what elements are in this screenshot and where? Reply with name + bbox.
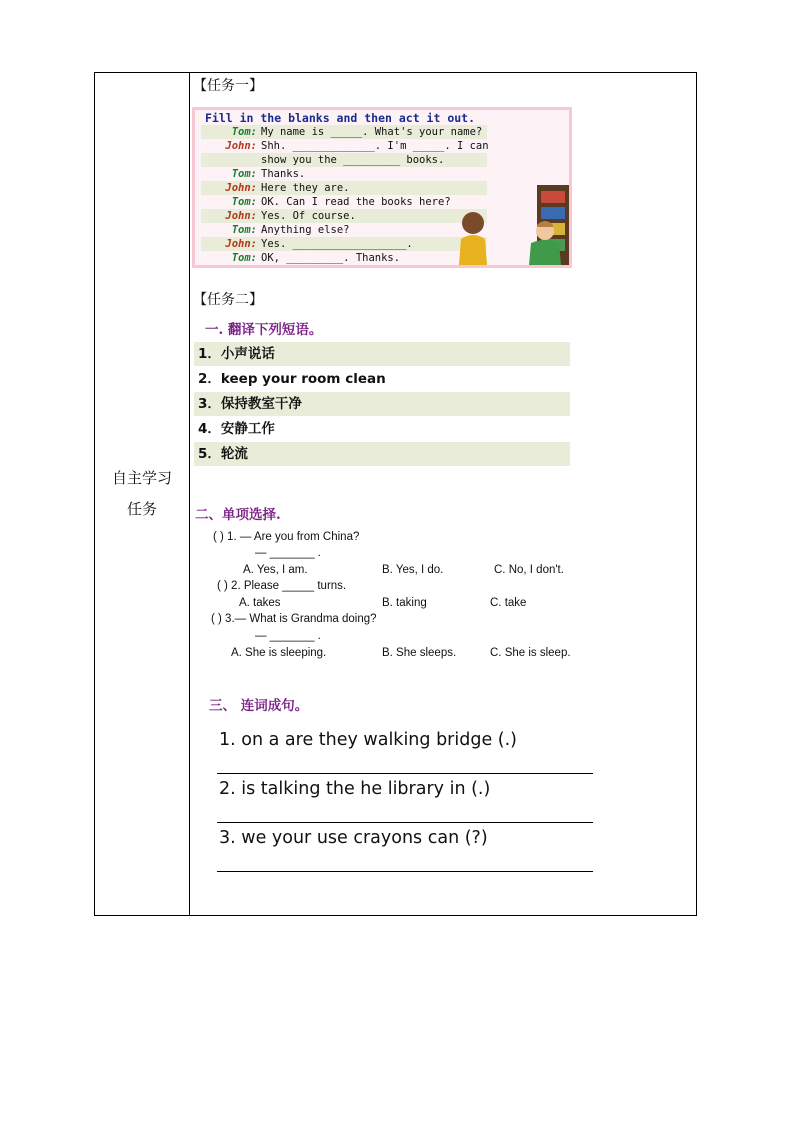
dialogue-line: OK. Can I read the books here? — [261, 196, 451, 208]
dialogue-row — [201, 251, 487, 265]
dialogue-row — [201, 195, 487, 209]
sentence-item: 3. we your use crayons can (?) — [219, 828, 488, 848]
dialogue-row — [201, 181, 487, 195]
dialogue-line: My name is _____. What's your name? — [261, 126, 483, 138]
answer-line — [217, 773, 593, 774]
dialogue-line: show you the _________ books. — [261, 154, 445, 166]
dialogue-image — [192, 107, 572, 268]
content-cell — [191, 73, 696, 915]
dialogue-row — [201, 125, 487, 139]
answer-line — [217, 871, 593, 872]
dialogue-image-inner — [195, 110, 569, 265]
phrase-item: 5．轮流 — [194, 442, 570, 466]
row-label-line2: 任务 — [126, 500, 157, 518]
dialogue-row — [201, 223, 487, 237]
speaker-label: John: — [225, 140, 257, 152]
section3-title: 三、 连词成句。 — [209, 698, 309, 714]
dialogue-line: OK, _________. Thanks. — [261, 252, 401, 264]
option-b: B. Yes, I do. — [382, 564, 444, 576]
image-title: Fill in the blanks and then act it out. — [205, 111, 476, 125]
phrase-item: 3．保持教室干净 — [194, 392, 570, 416]
dialogue-row — [201, 153, 487, 167]
speaker-label: John: — [225, 238, 257, 250]
dialogue-row — [201, 139, 487, 153]
dialogue-line: Thanks. — [261, 168, 306, 180]
dialogue-line: Shh. _____________. I'm _____. I can — [261, 140, 489, 152]
dialogue-line: Here they are. — [261, 182, 350, 194]
option-a: A. Yes, I am. — [243, 564, 308, 576]
section1-title: 一. 翻译下列短语。 — [205, 322, 323, 338]
option-c: C. take — [490, 597, 527, 609]
dialogue-line: Yes. __________________. — [261, 238, 413, 250]
phrase-item: 4．安静工作 — [198, 421, 275, 437]
option-c: C. She is sleep. — [490, 647, 571, 659]
dialogue-line: Anything else? — [261, 224, 350, 236]
answer-blank: — _______ . — [255, 547, 321, 559]
option-b: B. taking — [382, 597, 427, 609]
dialogue-row — [201, 237, 487, 251]
dialogue-row — [201, 209, 487, 223]
option-a: A. takes — [239, 597, 281, 609]
worksheet-table — [94, 72, 697, 916]
dialogue-row — [201, 167, 487, 181]
section2-title: 二、单项选择. — [195, 507, 281, 523]
answer-blank: — _______ . — [255, 630, 321, 642]
task2-heading: 【任务二】 — [193, 292, 263, 308]
answer-line — [217, 822, 593, 823]
question-3: ( ) 3.— What is Grandma doing? — [211, 613, 377, 625]
option-a: A. She is sleeping. — [231, 647, 327, 659]
sentence-item: 1. on a are they walking bridge (.) — [219, 730, 517, 750]
phrase-item: 2．keep your room clean — [198, 371, 386, 387]
speaker-label: Tom: — [231, 196, 257, 208]
dialogue-line: Yes. Of course. — [261, 210, 356, 222]
column-divider — [189, 73, 190, 915]
sentence-item: 2. is talking the he library in (.) — [219, 779, 491, 799]
speaker-label: Tom: — [231, 126, 257, 138]
question-1: ( ) 1. — Are you from China? — [213, 531, 360, 543]
speaker-label: Tom: — [231, 224, 257, 236]
question-2: ( ) 2. Please _____ turns. — [217, 580, 347, 592]
phrase-item: 1．小声说话 — [194, 342, 570, 366]
children-illustration — [449, 185, 569, 265]
task1-heading: 【任务一】 — [193, 78, 263, 94]
option-c: C. No, I don't. — [494, 564, 564, 576]
row-label-line1: 自主学习 — [111, 469, 172, 487]
speaker-label: Tom: — [231, 168, 257, 180]
speaker-label: John: — [225, 182, 257, 194]
row-label-cell — [95, 463, 189, 525]
speaker-label: Tom: — [231, 252, 257, 264]
option-b: B. She sleeps. — [382, 647, 457, 659]
speaker-label: John: — [225, 210, 257, 222]
